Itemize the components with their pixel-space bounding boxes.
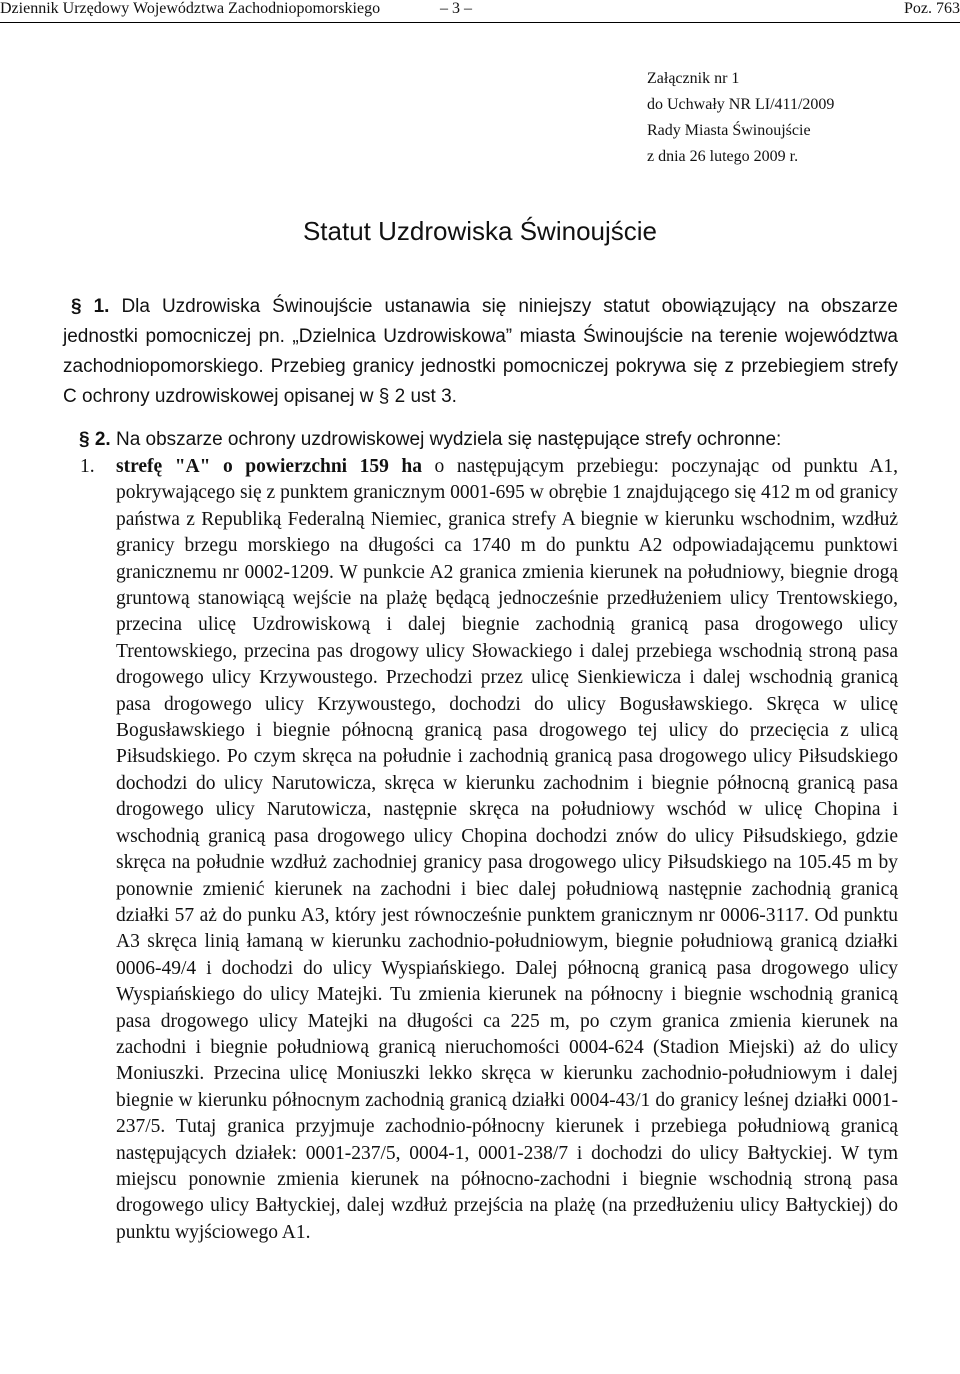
- section-1-text: Dla Uzdrowiska Świnoujście ustanawia się niniejszy statut obowiązujący na obszarze jednostki pomocniczej pn. „Dzielnica Uzdrowiskowa” miasta Świnoujście na terenie województwa zachodniopomorskiego. Przebieg granicy jednostki pomocniczej pokrywa się z przebiegiem strefy C ochrony uzdrowiskowej opisanej w § 2 ust 3.: [63, 296, 898, 407]
- section-2-text: Na obszarze ochrony uzdrowiskowej wydziela się następujące strefy ochronne:: [115, 429, 782, 450]
- zone-a-description: [116, 454, 898, 1246]
- section-1-marker: § 1.: [71, 296, 110, 317]
- zone-a-item: [80, 454, 898, 1246]
- section-1: [63, 292, 898, 412]
- journal-name: Dziennik Urzędowy Województwa Zachodniopomorskiego: [0, 0, 381, 17]
- list-number: 1.: [80, 456, 95, 477]
- position-number: Poz. 763: [904, 0, 960, 17]
- attachment-note: [647, 66, 834, 170]
- document-title: Statut Uzdrowiska Świnoujście: [302, 216, 658, 246]
- attachment-line: Rady Miasta Świnoujście: [647, 122, 811, 139]
- page-number: – 3 –: [440, 0, 472, 17]
- section-2-marker: § 2.: [79, 429, 111, 450]
- section-2: [79, 425, 899, 455]
- zone-a-text: o następującym przebiegu: poczynając od punktu A1, pokrywającego się z punktem granicznym 0001-695 w obrębie 1 znajdującego się 412 m od granicy państwa z Republiką Federalną Niemiec, granica strefy A biegnie w kierunku wschodnim, wzdłuż granicy brzegu morskiego na długości ca 1740 m do punktu A2 odpowiadającemu punktowi granicznemu nr 0002-1209. W punkcie A2 granica zmienia kierunek na południowy, biegnie drogą gruntową stanowiącą wejście na plażę będącą jednocześnie przedłużeniem ulicy Trentowskiego, przecina ulicę Uzdrowiskową i dalej biegnie zachodnią granicą pasa drogowego ulicy Trentowskiego, przecina pas drogowy ulicy Słowackiego i dalej przebiega wschodnią stroną pasa drogowego ulicy Krzywoustego. Przechodzi przez ulicę Sienkiewicza i dalej wschodnią granicą pasa drogowego ulicy Krzywoustego, dochodzi do ulicy Bogusławskiego. Skręca w ulicę Bogusławskiego i biegnie północną granicą pasa drogowego tej ulicy do przecięcia z ulicą Piłsudskiego. Po czym skręca na południe i zachodnią granicą pasa drogowego ulicy Piłsudskiego dochodzi do ulicy Narutowicza, skręca w kierunku zachodnim i biegnie północną granicą pasa drogowego ulicy Narutowicza, następnie skręca na południowy wschód w ulicę Chopina i wschodnią granicą pasa drogowego ulicy Chopina dochodzi znów do ulicy Piłsudskiego, gdzie skręca na południe wzdłuż zachodniej granicy pasa drogowego ulicy Piłsudskiego na 105.45 m by ponownie zmienić kierunek na zachodni i biec dalej południową następnie zachodnią granicą działki 57 aż do punku A3, który jest równocześnie punktem granicznym nr 0006-3117. Od punktu A3 skręca linią łamaną w kierunku zachodnio-południowym, biegnie południową granicą działki 0006-49/4 i dochodzi do ulicy Wyspiańskiego. Dalej północną granicą pasa drogowego ulicy Wyspiańskiego do ulicy Matejki. Tu zmienia kierunek na północny i biegnie wschodnią granicą pasa drogowego ulicy Matejki na długości ca 225 m, po czym granica zmienia kierunek na zachodni i biegnie południową granicą nieruchomości 0004-624 (Stadion Miejski) aż do ulicy Moniuszki. Przecina ulicę Moniuszki lekko skręca w kierunku zachodnio-południowym i dalej biegnie w kierunku północnym zachodnią granicą działki 0004-43/1 do granicy leśnej działki 0001-237/5. Tutaj granica przyjmuje zachodnio-północny kierunek i przebiega południową granicą następujących działek: 0001-237/5, 0004-1, 0001-238/7 i dochodzi do ulicy Bałtyckiej. W tym miejscu ponownie zmienia kierunek na północno-zachodni i biegnie wschodnią stroną pasa drogowego ulicy Bałtyckiej, dalej wzdłuż przejścia na plażę (na przedłużeniu ulicy Bałtyckiej) do punktu wyjściowego A1.: [116, 456, 899, 1243]
- attachment-line: z dnia 26 lutego 2009 r.: [647, 148, 799, 165]
- attachment-line: do Uchwały NR LI/411/2009: [647, 96, 835, 113]
- zone-a-lead: strefę "A" o powierzchni 159 ha: [116, 456, 423, 477]
- page-header: [0, 0, 960, 23]
- attachment-line: Załącznik nr 1: [647, 70, 740, 87]
